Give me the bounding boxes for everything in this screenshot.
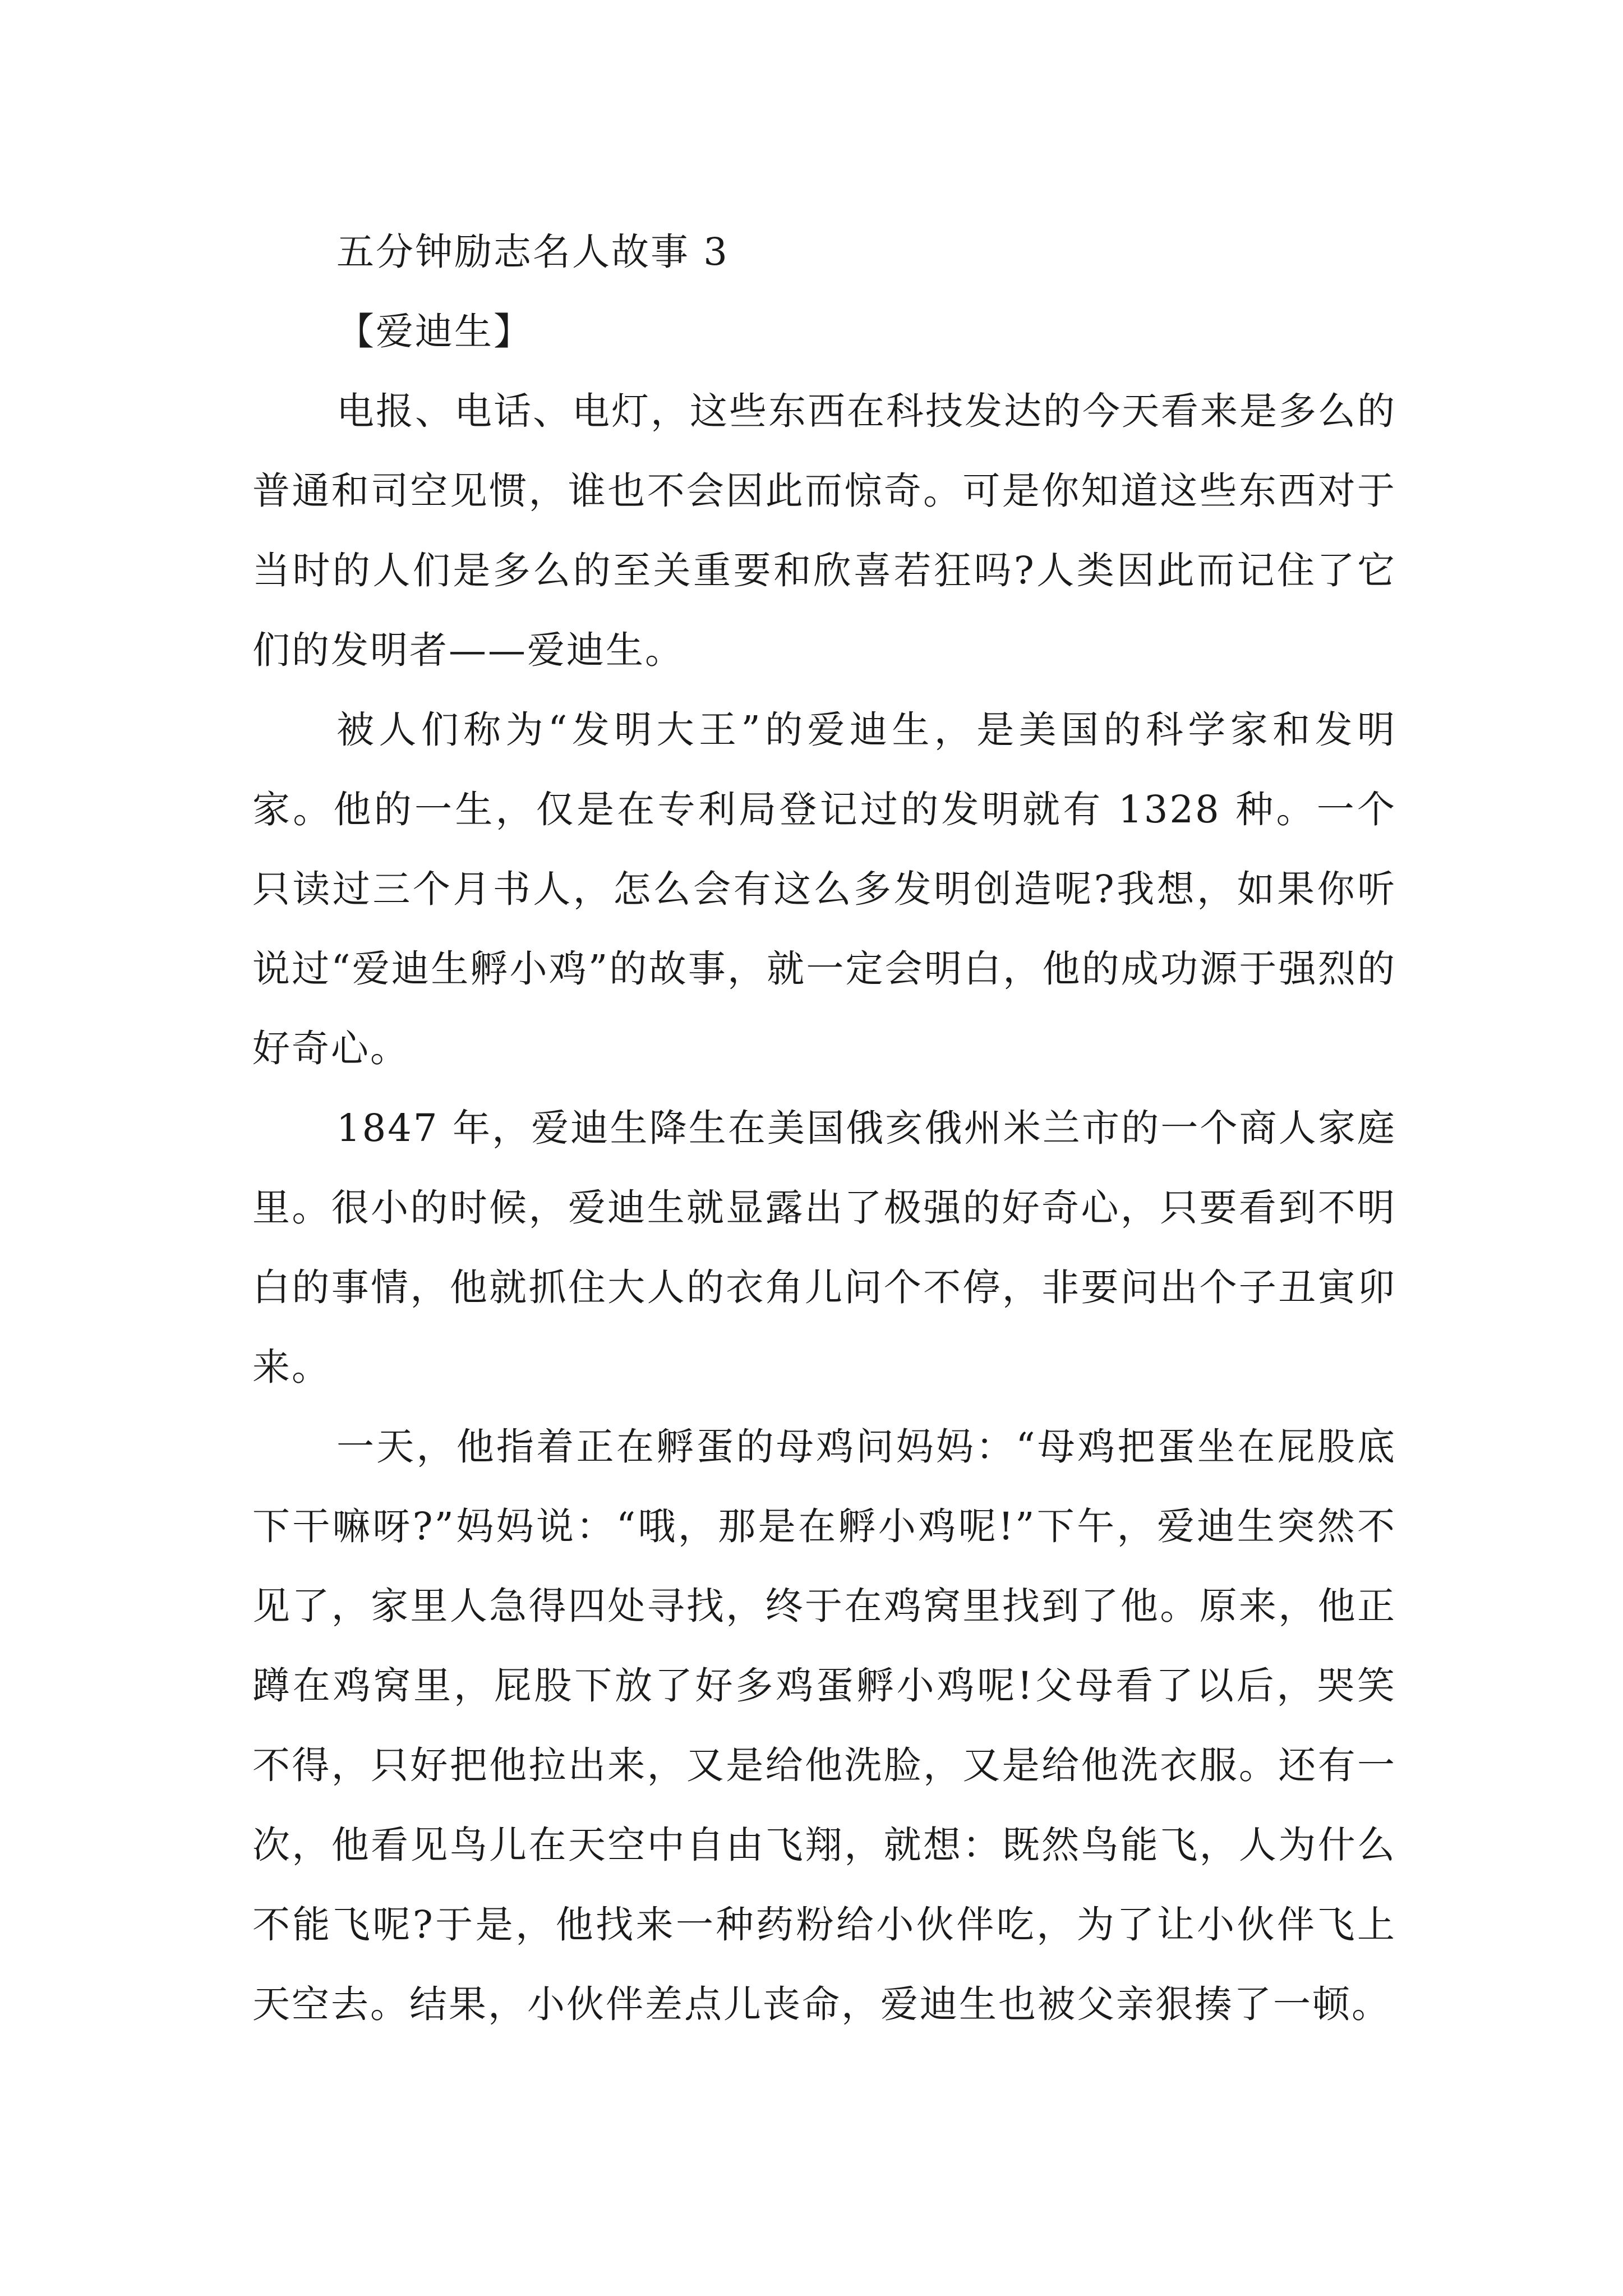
paragraph: 一天，他指着正在孵蛋的母鸡问妈妈：“母鸡把蛋坐在屁股底下干嘛呀?”妈妈说：“哦，那是在孵小鸡呢!”下午，爱迪生突然不见了，家里人急得四处寻找，终于在鸡窝里找到了他。原来，他正蹲在鸡窝里，屁股下放了好多鸡蛋孵小鸡呢!父母看了以后，哭笑不得，只好把他拉出来，又是给他洗脸，又是给他洗衣服。还有一次，他看见鸟儿在天空中自由飞翔，就想：既然鸟能飞，人为什么不能飞呢?于是，他找来一种药粉给小伙伴吃，为了让小伙伴飞上天空去。结果，小伙伴差点儿丧命，爱迪生也被父亲狠揍了一顿。 bbox=[252, 1425, 1396, 2026]
document-body bbox=[252, 212, 1396, 2044]
paragraph: 1847 年，爱迪生降生在美国俄亥俄州米兰市的一个商人家庭里。很小的时候，爱迪生就显露出了极强的好奇心，只要看到不明白的事情，他就抓住大人的衣角儿问个不停，非要问出个子丑寅卯来。 bbox=[252, 1106, 1396, 1389]
document-title: 五分钟励志名人故事 3 bbox=[336, 230, 729, 274]
section-heading: 【爱迪生】 bbox=[336, 310, 533, 353]
paragraph: 被人们称为“发明大王”的爱迪生，是美国的科学家和发明家。他的一生，仅是在专利局登记过的发明就有 1328 种。一个只读过三个月书人，怎么会有这么多发明创造呢?我想，如果你听说过“爱迪生孵小鸡”的故事，就一定会明白，他的成功源于强烈的好奇心。 bbox=[252, 708, 1396, 1070]
paragraph: 电报、电话、电灯，这些东西在科技发达的今天看来是多么的普通和司空见惯，谁也不会因此而惊奇。可是你知道这些东西对于当时的人们是多么的至关重要和欣喜若狂吗?人类因此而记住了它们的发明者——爱迪生。 bbox=[252, 389, 1396, 672]
